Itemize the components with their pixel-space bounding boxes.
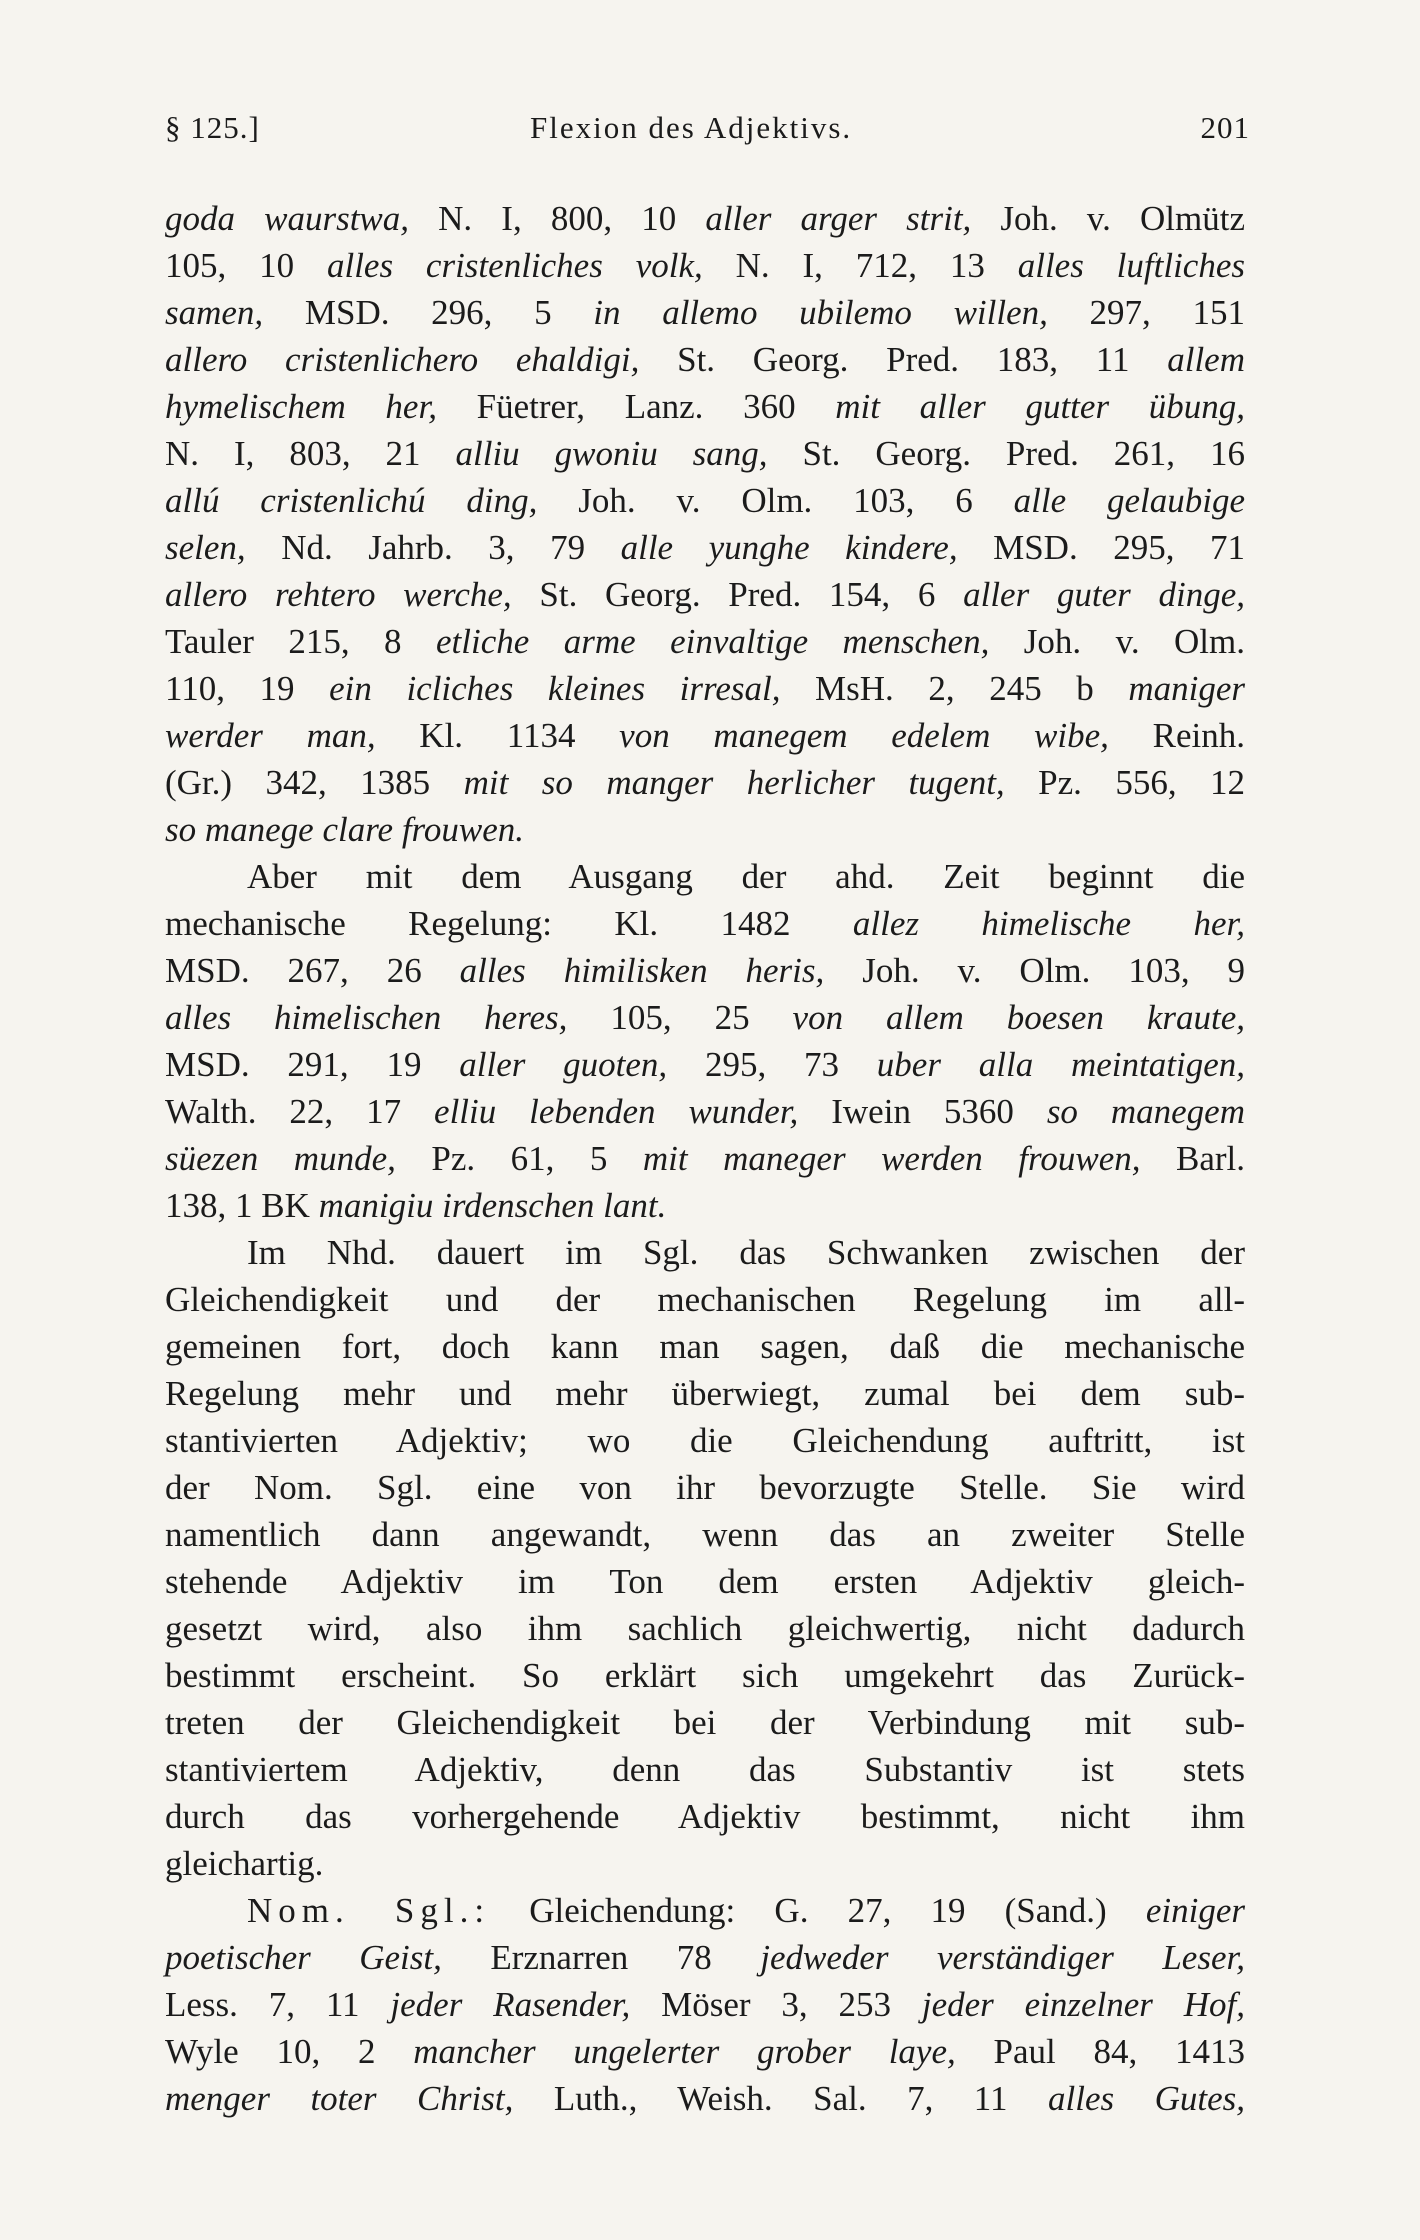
- text-segment: der Nom. Sgl. eine von ihr bevorzugte Stelle. Sie wird: [165, 1468, 1245, 1507]
- text-line: [165, 571, 1245, 618]
- text-segment: MSD. 296, 5: [263, 293, 594, 332]
- text-line: [165, 2028, 1245, 2075]
- text-segment: Wyle 10, 2: [165, 2032, 414, 2071]
- text-line: [165, 1699, 1245, 1746]
- text-segment: 105, 10: [165, 246, 327, 285]
- text-line: [165, 1370, 1245, 1417]
- text-segment: N. I, 712, 13: [702, 246, 1018, 285]
- text-line: [165, 1229, 1245, 1276]
- text-segment: Less. 7, 11: [165, 1985, 391, 2024]
- italic-citation: uber alla meintatigen,: [876, 1045, 1245, 1084]
- text-segment: Paul 84, 1413: [955, 2032, 1245, 2071]
- text-segment: gemeinen fort, doch kann man sagen, daß die mechanische: [165, 1327, 1245, 1366]
- italic-citation: in allemo ubilemo willen,: [593, 293, 1048, 332]
- italic-citation: maniger: [1128, 669, 1246, 708]
- text-segment: Iwein 5360: [798, 1092, 1047, 1131]
- text-line: [165, 242, 1245, 289]
- text-segment: St. Georg. Pred. 154, 6: [511, 575, 964, 614]
- text-segment: 110, 19: [165, 669, 330, 708]
- text-segment: Gleichendung: G. 27, 19 (Sand.): [490, 1891, 1146, 1930]
- text-segment: treten der Gleichendigkeit bei der Verbindung mit sub-: [165, 1703, 1245, 1742]
- text-segment: Gleichendigkeit und der mechanischen Regelung im all-: [165, 1280, 1245, 1319]
- italic-citation: alle gelaubige: [1013, 481, 1245, 520]
- text-line: [165, 524, 1245, 571]
- italic-citation: poetischer Geist,: [165, 1938, 442, 1977]
- italic-citation: jeder einzelner Hof,: [921, 1985, 1246, 2024]
- italic-citation: werder man,: [165, 716, 376, 755]
- text-segment: stehende Adjektiv im Ton dem ersten Adjektiv gleich-: [165, 1562, 1245, 1601]
- text-line: [165, 1840, 1245, 1887]
- text-line: [165, 383, 1245, 430]
- text-line: [165, 1182, 1245, 1229]
- text-segment: Pz. 61, 5: [395, 1139, 643, 1178]
- text-line: [165, 665, 1245, 712]
- text-segment: Joh. v. Olm. 103, 6: [537, 481, 1014, 520]
- book-page: [150, 110, 1250, 2118]
- text-segment: Füetrer, Lanz. 360: [436, 387, 836, 426]
- italic-citation: goda waurstwa,: [165, 199, 410, 238]
- text-line: [165, 806, 1245, 853]
- italic-citation: allero cristenlichero ehaldigi,: [165, 340, 640, 379]
- text-line: [165, 1793, 1245, 1840]
- text-line: [165, 195, 1245, 242]
- text-segment: Joh. v. Olmütz: [971, 199, 1245, 238]
- text-line: [165, 618, 1245, 665]
- text-line: [165, 1041, 1245, 1088]
- text-segment: (Gr.) 342, 1385: [165, 763, 464, 802]
- italic-citation: alles Gutes,: [1048, 2079, 1245, 2118]
- italic-citation: manigiu irdenschen lant.: [318, 1186, 667, 1225]
- text-line: [165, 994, 1245, 1041]
- text-line: [165, 853, 1245, 900]
- text-segment: Nom. Sgl.:: [247, 1891, 491, 1930]
- text-segment: MSD. 267, 26: [165, 951, 460, 990]
- italic-citation: alles luftliches: [1017, 246, 1245, 285]
- text-segment: Pz. 556, 12: [1004, 763, 1245, 802]
- text-line: [165, 477, 1245, 524]
- text-segment: Joh. v. Olm. 103, 9: [824, 951, 1246, 990]
- italic-citation: allero rehtero werche,: [165, 575, 512, 614]
- text-segment: St. Georg. Pred. 261, 16: [767, 434, 1245, 473]
- italic-citation: alliu gwoniu sang,: [455, 434, 768, 473]
- italic-citation: von manegem edelem wibe,: [619, 716, 1109, 755]
- italic-citation: mit aller gutter übung,: [835, 387, 1245, 426]
- text-segment: Im Nhd. dauert im Sgl. das Schwanken zwischen der: [247, 1233, 1245, 1272]
- italic-citation: alles cristenliches volk,: [326, 246, 703, 285]
- text-segment: Luth., Weish. Sal. 7, 11: [513, 2079, 1048, 2118]
- text-segment: 297, 151: [1047, 293, 1245, 332]
- text-segment: Barl.: [1140, 1139, 1245, 1178]
- italic-citation: menger toter Christ,: [165, 2079, 514, 2118]
- text-line: [165, 1135, 1245, 1182]
- italic-citation: allú cristenlichú ding,: [165, 481, 538, 520]
- text-line: [165, 1417, 1245, 1464]
- text-segment: 105, 25: [567, 998, 793, 1037]
- italic-citation: elliu lebenden wunder,: [434, 1092, 799, 1131]
- text-segment: N. I, 803, 21: [165, 434, 456, 473]
- italic-citation: jeder Rasender,: [390, 1985, 631, 2024]
- italic-citation: mit so manger herlicher tugent,: [463, 763, 1005, 802]
- text-segment: Regelung mehr und mehr überwiegt, zumal bei dem sub-: [165, 1374, 1245, 1413]
- text-segment: 295, 73: [667, 1045, 877, 1084]
- text-segment: Reinh.: [1108, 716, 1245, 755]
- text-segment: Joh. v. Olm.: [989, 622, 1246, 661]
- italic-citation: allem: [1167, 340, 1245, 379]
- italic-citation: von allem boesen kraute,: [792, 998, 1246, 1037]
- text-segment: MsH. 2, 245 b: [780, 669, 1129, 708]
- italic-citation: jedweder verständiger Leser,: [760, 1938, 1245, 1977]
- italic-citation: selen,: [165, 528, 246, 567]
- text-segment: 138, 1 BK: [165, 1186, 319, 1225]
- text-line: [165, 430, 1245, 477]
- running-title: Flexion des Adjektivs.: [530, 110, 853, 145]
- italic-citation: etliche arme einvaltige menschen,: [436, 622, 990, 661]
- text-segment: Aber mit dem Ausgang der ahd. Zeit beginnt die: [247, 857, 1245, 896]
- body-text: [165, 195, 1245, 2122]
- text-line: [165, 947, 1245, 994]
- text-segment: N. I, 800, 10: [409, 199, 706, 238]
- text-line: [165, 1934, 1245, 1981]
- text-segment: gleichartig.: [165, 1844, 324, 1883]
- italic-citation: aller guter dinge,: [963, 575, 1245, 614]
- text-line: [165, 1511, 1245, 1558]
- italic-citation: samen,: [165, 293, 264, 332]
- text-segment: St. Georg. Pred. 183, 11: [639, 340, 1168, 379]
- text-segment: MSD. 291, 19: [165, 1045, 460, 1084]
- page-number: 201: [1200, 110, 1250, 145]
- text-segment: stantivierten Adjektiv; wo die Gleichendung auftritt, ist: [165, 1421, 1245, 1460]
- italic-citation: hymelischem her,: [165, 387, 437, 426]
- text-segment: Walth. 22, 17: [165, 1092, 435, 1131]
- text-line: [165, 1981, 1245, 2028]
- text-line: [165, 2075, 1245, 2122]
- italic-citation: ein icliches kleines irresal,: [329, 669, 781, 708]
- text-line: [165, 759, 1245, 806]
- running-header: [150, 110, 1250, 160]
- text-segment: mechanische Regelung: Kl. 1482: [165, 904, 853, 943]
- text-line: [165, 1746, 1245, 1793]
- italic-citation: alles himelischen heres,: [165, 998, 568, 1037]
- text-line: [165, 900, 1245, 947]
- italic-citation: alle yunghe kindere,: [620, 528, 958, 567]
- text-line: [165, 1088, 1245, 1135]
- text-line: [165, 712, 1245, 759]
- italic-citation: einiger: [1145, 1891, 1246, 1930]
- text-line: [165, 1276, 1245, 1323]
- italic-citation: so manege clare frouwen.: [165, 810, 525, 849]
- text-segment: Nd. Jahrb. 3, 79: [245, 528, 621, 567]
- text-segment: Möser 3, 253: [630, 1985, 922, 2024]
- text-segment: Erznarren 78: [441, 1938, 761, 1977]
- section-reference: § 125.]: [165, 110, 260, 145]
- text-segment: stantiviertem Adjektiv, denn das Substantiv ist stets: [165, 1750, 1245, 1789]
- italic-citation: alles himilisken heris,: [459, 951, 825, 990]
- italic-citation: mancher ungelerter grober laye,: [413, 2032, 956, 2071]
- text-line: [165, 1887, 1245, 1934]
- text-line: [165, 1323, 1245, 1370]
- italic-citation: so manegem: [1046, 1092, 1245, 1131]
- text-line: [165, 1652, 1245, 1699]
- text-line: [165, 1558, 1245, 1605]
- text-segment: Kl. 1134: [375, 716, 620, 755]
- text-segment: bestimmt erscheint. So erklärt sich umgekehrt das Zurück-: [165, 1656, 1245, 1695]
- italic-citation: allez himelische her,: [852, 904, 1246, 943]
- text-segment: namentlich dann angewandt, wenn das an zweiter Stelle: [165, 1515, 1245, 1554]
- text-segment: gesetzt wird, also ihm sachlich gleichwertig, nicht dadurch: [165, 1609, 1245, 1648]
- text-line: [165, 289, 1245, 336]
- text-segment: durch das vorhergehende Adjektiv bestimmt, nicht ihm: [165, 1797, 1245, 1836]
- text-line: [165, 1605, 1245, 1652]
- text-line: [165, 1464, 1245, 1511]
- italic-citation: aller guoten,: [459, 1045, 668, 1084]
- text-line: [165, 336, 1245, 383]
- italic-citation: mit maneger werden frouwen,: [642, 1139, 1141, 1178]
- italic-citation: aller arger strit,: [705, 199, 972, 238]
- text-segment: MSD. 295, 71: [957, 528, 1245, 567]
- italic-citation: süezen munde,: [165, 1139, 396, 1178]
- text-segment: Tauler 215, 8: [165, 622, 436, 661]
